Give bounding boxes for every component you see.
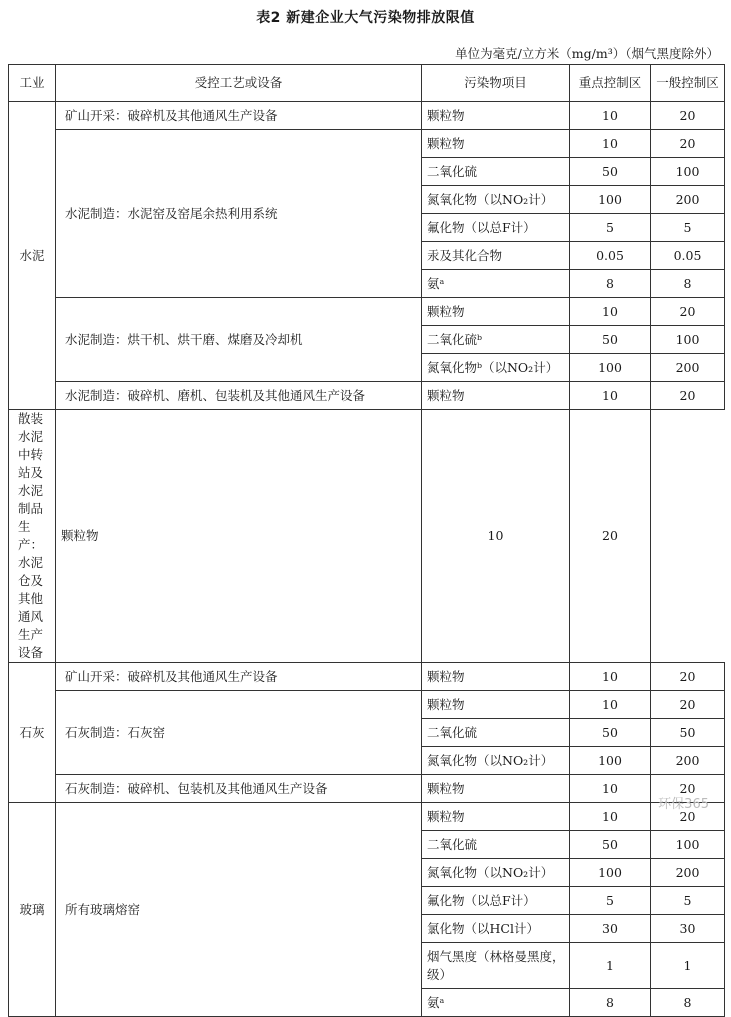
industry-lime: 石灰 — [9, 663, 56, 803]
header-process: 受控工艺或设备 — [56, 65, 422, 102]
process-cell: 水泥制造：烘干机、烘干磨、煤磨及冷却机 — [56, 298, 422, 382]
header-row — [9, 65, 725, 102]
key-zone-value: 10 — [570, 691, 651, 719]
key-zone-value: 50 — [570, 326, 651, 354]
general-zone-value: 5 — [651, 214, 725, 242]
pollutant-cell: 氮氧化物ᵇ（以NO₂计） — [422, 354, 570, 382]
key-zone-value: 10 — [570, 382, 651, 410]
table-row — [9, 410, 725, 663]
process-cell: 所有玻璃熔窑 — [56, 803, 422, 1017]
pollutant-cell: 颗粒物 — [422, 382, 570, 410]
key-zone-value: 100 — [570, 354, 651, 382]
key-zone-value: 10 — [570, 102, 651, 130]
key-zone-value: 50 — [570, 158, 651, 186]
pollutant-cell: 氨ᵃ — [422, 270, 570, 298]
table-row — [9, 298, 725, 326]
pollutant-cell: 颗粒物 — [422, 803, 570, 831]
general-zone-value: 0.05 — [651, 242, 725, 270]
pollutant-cell: 氮氧化物（以NO₂计） — [422, 747, 570, 775]
emission-limits-table — [8, 64, 725, 1017]
general-zone-value: 5 — [651, 887, 725, 915]
table-row — [9, 130, 725, 158]
key-zone-value: 100 — [570, 859, 651, 887]
pollutant-cell: 二氧化硫 — [422, 719, 570, 747]
general-zone-value: 20 — [651, 382, 725, 410]
pollutant-cell: 氯化物（以HCl计） — [422, 915, 570, 943]
watermark: 环保365 — [658, 797, 709, 812]
pollutant-cell: 氮氧化物（以NO₂计） — [422, 186, 570, 214]
general-zone-value: 1 — [651, 943, 725, 989]
header-industry: 工业 — [9, 65, 56, 102]
general-zone-value: 20 — [570, 410, 651, 663]
key-zone-value: 10 — [570, 803, 651, 831]
key-zone-value: 8 — [570, 270, 651, 298]
key-zone-value: 5 — [570, 214, 651, 242]
general-zone-value: 20 — [651, 803, 725, 831]
key-zone-value: 1 — [570, 943, 651, 989]
general-zone-value: 30 — [651, 915, 725, 943]
pollutant-cell: 颗粒物 — [422, 775, 570, 803]
table-row — [9, 803, 725, 831]
table-row — [9, 102, 725, 130]
process-cell: 石灰制造：石灰窑 — [56, 691, 422, 775]
process-cell: 矿山开采：破碎机及其他通风生产设备 — [56, 102, 422, 130]
general-zone-value: 200 — [651, 354, 725, 382]
table-row — [9, 775, 725, 803]
general-zone-value: 100 — [651, 158, 725, 186]
pollutant-cell: 氟化物（以总F计） — [422, 214, 570, 242]
general-zone-value: 20 — [651, 663, 725, 691]
pollutant-cell: 氟化物（以总F计） — [422, 887, 570, 915]
general-zone-value: 100 — [651, 831, 725, 859]
general-zone-value: 20 — [651, 775, 725, 803]
pollutant-cell: 二氧化硫 — [422, 158, 570, 186]
key-zone-value: 10 — [422, 410, 570, 663]
general-zone-value: 20 — [651, 298, 725, 326]
key-zone-value: 50 — [570, 831, 651, 859]
pollutant-cell: 颗粒物 — [422, 102, 570, 130]
process-cell: 石灰制造：破碎机、包装机及其他通风生产设备 — [56, 775, 422, 803]
key-zone-value: 10 — [570, 130, 651, 158]
general-zone-value: 50 — [651, 719, 725, 747]
pollutant-cell: 颗粒物 — [56, 410, 422, 663]
pollutant-cell: 氮氧化物（以NO₂计） — [422, 859, 570, 887]
key-zone-value: 30 — [570, 915, 651, 943]
key-zone-value: 100 — [570, 747, 651, 775]
pollutant-cell: 二氧化硫ᵇ — [422, 326, 570, 354]
process-cell: 散装水泥中转站及水泥制品生产：水泥仓及其他通风生产设备 — [9, 410, 56, 663]
header-key-zone: 重点控制区 — [570, 65, 651, 102]
process-cell: 矿山开采：破碎机及其他通风生产设备 — [56, 663, 422, 691]
key-zone-value: 10 — [570, 298, 651, 326]
table-title: 表2 新建企业大气污染物排放限值 — [256, 10, 475, 26]
general-zone-value: 20 — [651, 691, 725, 719]
key-zone-value: 50 — [570, 719, 651, 747]
key-zone-value: 10 — [570, 663, 651, 691]
key-zone-value: 0.05 — [570, 242, 651, 270]
table-row — [9, 691, 725, 719]
header-general-zone: 一般控制区 — [651, 65, 725, 102]
industry-cement: 水泥 — [9, 102, 56, 410]
general-zone-value: 20 — [651, 130, 725, 158]
process-cell: 水泥制造：破碎机、磨机、包装机及其他通风生产设备 — [56, 382, 422, 410]
key-zone-value: 8 — [570, 989, 651, 1017]
process-cell: 水泥制造：水泥窑及窑尾余热利用系统 — [56, 130, 422, 298]
pollutant-cell: 汞及其化合物 — [422, 242, 570, 270]
key-zone-value: 5 — [570, 887, 651, 915]
pollutant-cell: 颗粒物 — [422, 691, 570, 719]
pollutant-cell: 颗粒物 — [422, 663, 570, 691]
general-zone-value: 100 — [651, 326, 725, 354]
unit-note: 单位为毫克/立方米（mg/m³）（烟气黑度除外） — [455, 46, 719, 61]
industry-glass: 玻璃 — [9, 803, 56, 1017]
general-zone-value: 8 — [651, 270, 725, 298]
pollutant-cell: 颗粒物 — [422, 298, 570, 326]
table-row — [9, 382, 725, 410]
header-pollutant: 污染物项目 — [422, 65, 570, 102]
pollutant-cell: 颗粒物 — [422, 130, 570, 158]
key-zone-value: 10 — [570, 775, 651, 803]
table-row — [9, 663, 725, 691]
general-zone-value: 20 — [651, 102, 725, 130]
general-zone-value: 200 — [651, 747, 725, 775]
pollutant-cell: 氨ᵃ — [422, 989, 570, 1017]
key-zone-value: 100 — [570, 186, 651, 214]
pollutant-cell: 烟气黑度（林格曼黑度，级） — [422, 943, 570, 989]
general-zone-value: 8 — [651, 989, 725, 1017]
general-zone-value: 200 — [651, 859, 725, 887]
pollutant-cell: 二氧化硫 — [422, 831, 570, 859]
general-zone-value: 200 — [651, 186, 725, 214]
